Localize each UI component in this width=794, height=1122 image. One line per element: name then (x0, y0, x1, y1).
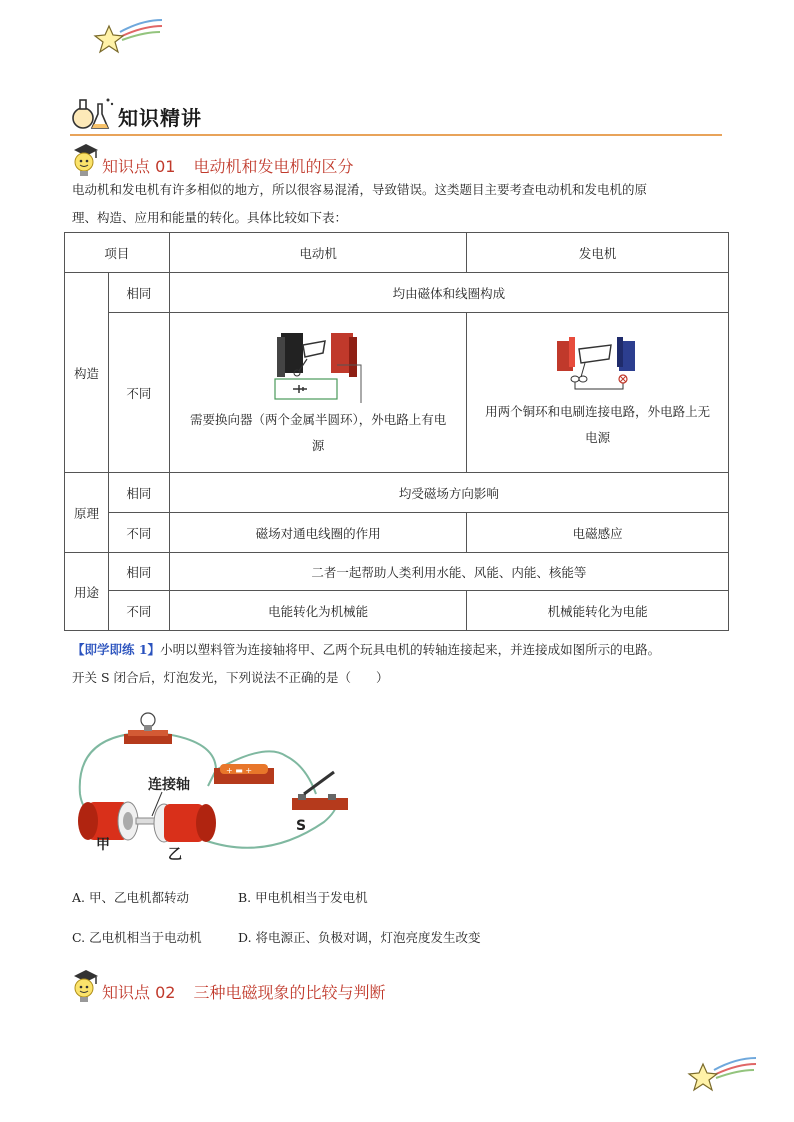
table-cell: 磁场对通电线圈的作用 (169, 513, 467, 553)
table-cell: 不同 (108, 513, 169, 553)
scholar-bulb-icon (70, 968, 100, 1004)
table-cell: 二者一起帮助人类利用水能、风能、内能、核能等 (169, 553, 728, 591)
table-row (65, 513, 729, 553)
table-cell: 不同 (108, 591, 169, 631)
table-row-label: 原理 (65, 473, 109, 553)
question-line: 小明以塑料管为连接轴将甲、乙两个玩具电机的转轴连接起来，并连接成如图所示的电路。 (160, 642, 661, 657)
section-divider (70, 134, 722, 136)
option-a[interactable]: A. 甲、乙电机都转动 (72, 890, 189, 905)
table-header-cell: 项目 (65, 233, 170, 273)
option-d[interactable]: D. 将电源正、负极对调，灯泡亮度发生改变 (238, 930, 481, 945)
table-cell: 相同 (108, 553, 169, 591)
table-header-cell: 电动机 (169, 233, 467, 273)
shaft-label: 连接轴 (148, 777, 190, 793)
table-cell: 均由磁体和线圈构成 (169, 273, 728, 313)
table-row-label: 用途 (65, 553, 109, 631)
table-cell: 机械能转化为电能 (467, 591, 729, 631)
table-cell: 电能转化为机械能 (169, 591, 467, 631)
option-b[interactable]: B. 甲电机相当于发电机 (238, 890, 368, 905)
section-title: 知识精讲 (118, 106, 202, 130)
comparison-table (64, 232, 729, 631)
scholar-bulb-icon (70, 142, 100, 178)
knowledge-point-heading (70, 976, 730, 1006)
kp-title: 三种电磁现象的比较与判断 (193, 983, 386, 1002)
kp-label: 知识点 01 (102, 157, 176, 176)
generator-diagram (553, 335, 643, 393)
table-cell: 相同 (108, 273, 169, 313)
kp-label: 知识点 02 (102, 983, 176, 1002)
intro-paragraph (72, 176, 732, 232)
table-row-label: 构造 (65, 273, 109, 473)
lab-flask-icon (72, 96, 116, 132)
table-row (65, 553, 729, 591)
intro-line: 理、构造、应用和能量的转化。具体比较如下表： (72, 210, 348, 225)
table-cell-motor-structure (169, 313, 467, 473)
svg-text:+ ▬ +: + ▬ + (226, 766, 253, 775)
shooting-star-icon (686, 1056, 758, 1096)
table-cell-generator-structure (467, 313, 729, 473)
circuit-figure (66, 712, 366, 868)
table-cell: 电磁感应 (467, 513, 729, 553)
intro-line: 电动机和发电机有许多相似的地方，所以很容易混淆，导致错误。这类题目主要考查电动机和发电机的原 (72, 182, 648, 197)
table-cell: 相同 (108, 473, 169, 513)
motor-a-label: 甲 (96, 837, 110, 853)
table-header-cell: 发电机 (467, 233, 729, 273)
table-row (65, 273, 729, 313)
motor-structure-text: 需要换向器（两个金属半圆环），外电路上有电 源 (189, 411, 447, 453)
kp-title: 电动机和发电机的区分 (193, 157, 354, 176)
motor-diagram (263, 325, 373, 407)
section-header (70, 94, 722, 136)
option-c[interactable]: C. 乙电机相当于电动机 (72, 930, 202, 945)
generator-structure-text: 用两个铜环和电刷连接电路，外电路上无 电源 (485, 403, 711, 445)
table-row (65, 233, 729, 273)
table-cell: 均受磁场方向影响 (169, 473, 728, 513)
table-cell: 不同 (108, 313, 169, 473)
exercise-tag: 【即学即练 1】 (72, 642, 161, 657)
table-row (65, 473, 729, 513)
exercise-question (72, 636, 732, 692)
switch-label: S (296, 818, 307, 834)
shooting-star-icon (92, 18, 164, 58)
question-line: 开关 S 闭合后，灯泡发光，下列说法不正确的是（ ） (72, 670, 389, 685)
table-row (65, 313, 729, 473)
table-row (65, 591, 729, 631)
motor-b-label: 乙 (168, 847, 182, 863)
